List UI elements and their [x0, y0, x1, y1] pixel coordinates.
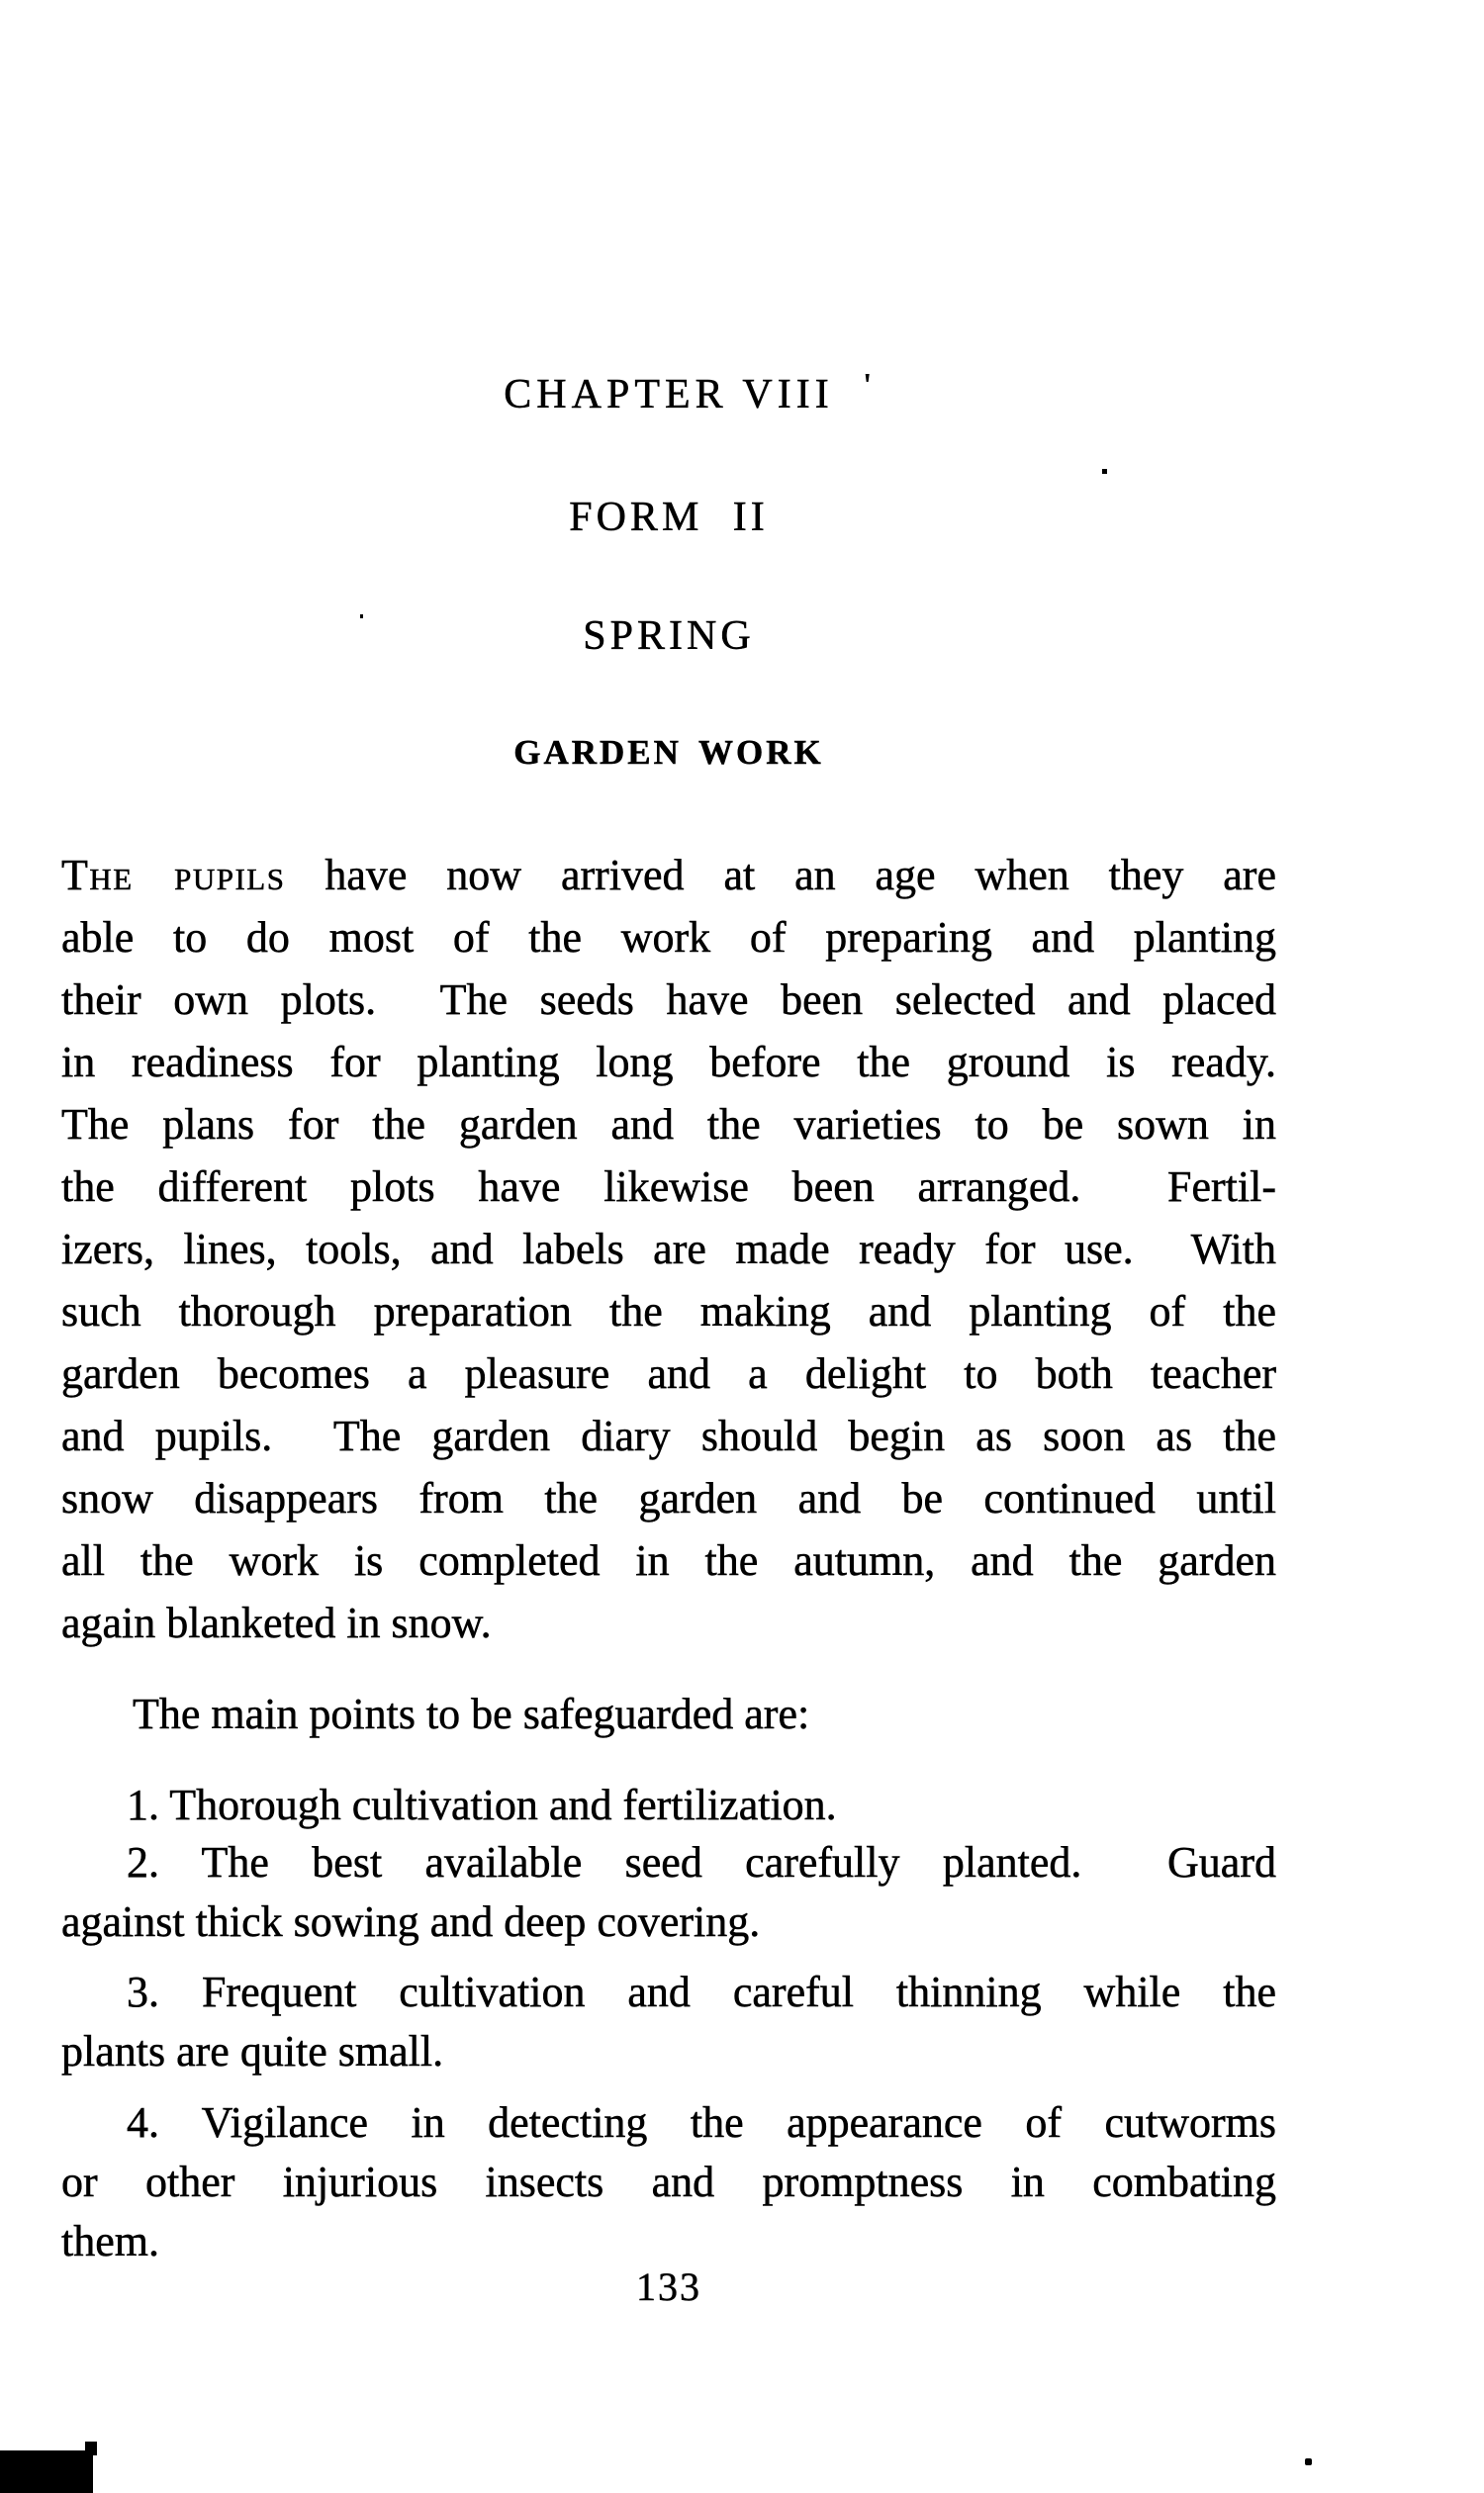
- text-line: and pupils. The garden diary should begin as soon as the: [61, 1412, 1276, 1460]
- section-heading: GARDEN WORK: [513, 733, 824, 772]
- text-line: plants are quite small.: [61, 2027, 444, 2076]
- opening-paragraph: [61, 844, 1276, 1654]
- text-line: such thorough preparation the making and planting of the: [61, 1287, 1276, 1336]
- text-line: garden becomes a pleasure and a delight to both teacher: [61, 1349, 1276, 1398]
- scan-speck-left-of-spring: [360, 614, 363, 618]
- text-line: 3. Frequent cultivation and careful thinning while the: [127, 1968, 1276, 2016]
- smallcaps-lead: The pupils: [61, 851, 286, 899]
- text-line: against thick sowing and deep covering.: [61, 1897, 761, 1946]
- text-line: 1. Thorough cultivation and fertilization.: [127, 1781, 837, 1829]
- form-heading: FORM II: [569, 495, 769, 540]
- list-item-3: [61, 1963, 1276, 2081]
- text-line: all the work is completed in the autumn, and the garden: [61, 1536, 1276, 1585]
- list-item-1: [61, 1776, 1276, 1835]
- text-line: able to do most of the work of preparing and planting: [61, 913, 1276, 962]
- text-line: 4. Vigilance in detecting the appearance of cutworms: [127, 2098, 1276, 2147]
- season-heading: SPRING: [583, 613, 755, 659]
- scan-speck-right-margin: [1102, 469, 1107, 474]
- text-line: 2. The best available seed carefully planted. Guard: [127, 1838, 1276, 1887]
- text-line: The plans for the garden and the varieties to be sown in: [61, 1100, 1276, 1149]
- scan-block-notch: [85, 2442, 97, 2455]
- text-line: or other injurious insects and promptness in combating: [61, 2158, 1276, 2206]
- list-intro: The main points to be safeguarded are:: [133, 1690, 810, 1738]
- page-number: 133: [636, 2264, 701, 2309]
- list-item-2: [61, 1833, 1276, 1952]
- text-line: snow disappears from the garden and be continued until: [61, 1474, 1276, 1523]
- scan-block-bottom-left: [0, 2450, 93, 2493]
- scan-speck-bottom-right: [1305, 2458, 1312, 2465]
- text-line: the different plots have likewise been arranged. Fertil-: [61, 1162, 1276, 1211]
- text-line: in readiness for planting long before the ground is ready.: [61, 1038, 1276, 1086]
- text-line: their own plots. The seeds have been selected and placed: [61, 975, 1276, 1024]
- text-line: The pupils have now arrived at an age when they are: [61, 851, 1276, 899]
- text-line: them.: [61, 2217, 159, 2265]
- text-line: izers, lines, tools, and labels are made ready for use. With: [61, 1225, 1276, 1273]
- text-line: again blanketed in snow.: [61, 1599, 492, 1647]
- list-item-4: [61, 2093, 1276, 2271]
- scan-speck-chapter-tick: ': [865, 368, 871, 401]
- chapter-heading: CHAPTER VIII: [504, 372, 834, 417]
